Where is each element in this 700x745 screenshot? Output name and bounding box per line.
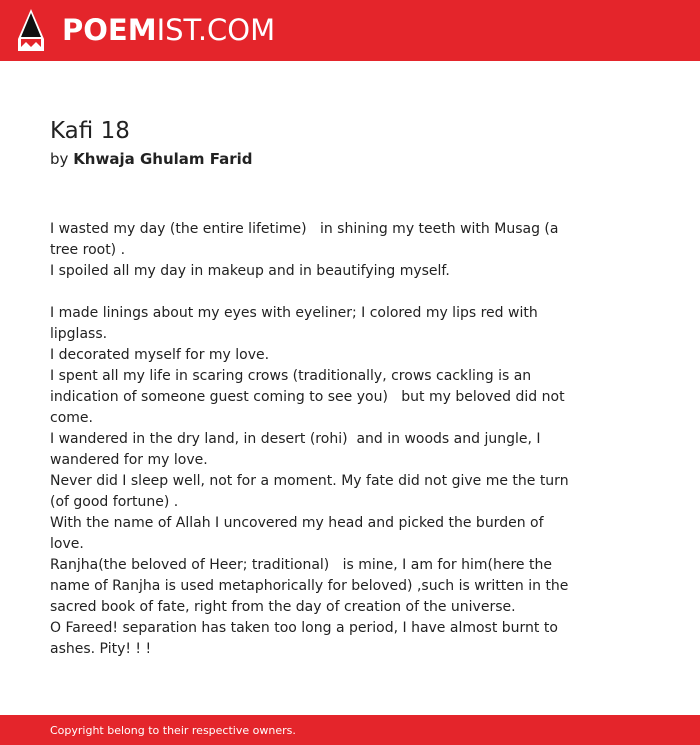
byline	[50, 149, 253, 169]
pencil-tip-logo-icon[interactable]	[18, 9, 44, 51]
poem-line: I decorated myself for my love.	[50, 347, 270, 363]
poem-line: I wasted my day (the entire lifetime) in shining my teeth with Musag (a tree root) .	[50, 221, 563, 258]
logo-bold-part: POEM	[62, 13, 157, 47]
site-logo-text[interactable]	[62, 13, 275, 47]
poem-line: Never did I sleep well, not for a moment. My fate did not give me the turn (of good fortune) .	[50, 473, 574, 510]
copyright-text: Copyright belong to their respective owners.	[50, 724, 296, 737]
poem-line: I made linings about my eyes with eyeliner; I colored my lips red with lipglass.	[50, 305, 543, 342]
by-label: by	[50, 150, 69, 168]
poem-line: I spoiled all my day in makeup and in beautifying myself.	[50, 263, 450, 279]
site-header	[0, 0, 700, 61]
site-footer	[0, 715, 700, 745]
poem-line: I spent all my life in scaring crows (traditionally, crows cackling is an indication of someone guest coming to see you) but my beloved did not come.	[50, 368, 570, 426]
stanza-break	[50, 282, 575, 303]
poem-line: Ranjha(the beloved of Heer; traditional) is mine, I am for him(here the name of Ranjha is used metaphorically for beloved) ,such is written in the sacred book of fate, right from the day of creation of the universe.	[50, 557, 573, 615]
poem-line: O Fareed! separation has taken too long a period, I have almost burnt to ashes. Pity! ! !	[50, 620, 563, 657]
poem-line: I wandered in the dry land, in desert (rohi) and in woods and jungle, I wandered for my love.	[50, 431, 545, 468]
logo-light-part: IST.COM	[156, 13, 276, 47]
poem-line: With the name of Allah I uncovered my head and picked the burden of love.	[50, 515, 548, 552]
poem-title: Kafi 18	[50, 118, 130, 144]
author-name: Khwaja Ghulam Farid	[73, 150, 253, 168]
poem-body	[50, 219, 575, 660]
